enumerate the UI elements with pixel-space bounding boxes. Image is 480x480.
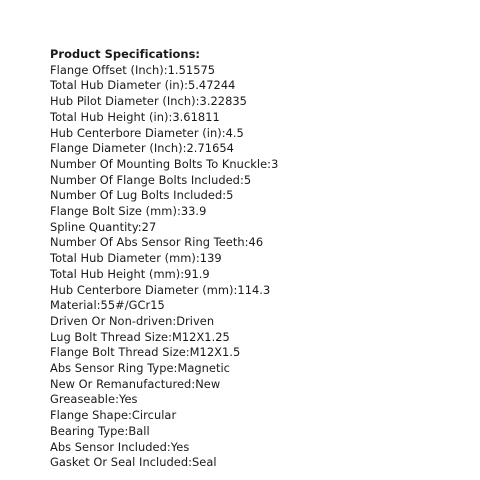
spec-list <box>50 63 470 471</box>
spec-gasket-or-seal-included: Gasket Or Seal Included:Seal <box>50 455 217 470</box>
specifications-heading: Product Specifications: <box>50 47 201 61</box>
spec-greaseable: Greaseable:Yes <box>50 392 138 407</box>
spec-hub-centerbore-diameter-mm: Hub Centerbore Diameter (mm):114.3 <box>50 282 271 297</box>
spec-material: Material:55#/GCr15 <box>50 298 165 313</box>
spec-total-hub-height-in: Total Hub Height (in):3.61811 <box>50 109 220 124</box>
spec-total-hub-height-mm: Total Hub Height (mm):91.9 <box>50 266 210 281</box>
spec-flange-bolt-thread-size: Flange Bolt Thread Size:M12X1.5 <box>50 345 241 360</box>
spec-abs-sensor-ring-teeth: Number Of Abs Sensor Ring Teeth:46 <box>50 235 264 250</box>
spec-flange-offset-inch: Flange Offset (Inch):1.51575 <box>50 62 216 77</box>
spec-driven-or-non-driven: Driven Or Non-driven:Driven <box>50 313 215 328</box>
spec-flange-shape: Flange Shape:Circular <box>50 408 177 423</box>
spec-mounting-bolts-to-knuckle: Number Of Mounting Bolts To Knuckle:3 <box>50 156 279 171</box>
spec-hub-pilot-diameter-inch: Hub Pilot Diameter (Inch):3.22835 <box>50 94 247 109</box>
spec-lug-bolts-included: Number Of Lug Bolts Included:5 <box>50 188 234 203</box>
spec-total-hub-diameter-mm: Total Hub Diameter (mm):139 <box>50 251 222 266</box>
spec-flange-diameter-inch: Flange Diameter (Inch):2.71654 <box>50 141 234 156</box>
spec-lug-bolt-thread-size: Lug Bolt Thread Size:M12X1.25 <box>50 329 230 344</box>
spec-flange-bolts-included: Number Of Flange Bolts Included:5 <box>50 172 252 187</box>
product-specifications <box>50 47 470 471</box>
spec-abs-sensor-ring-type: Abs Sensor Ring Type:Magnetic <box>50 361 230 376</box>
spec-abs-sensor-included: Abs Sensor Included:Yes <box>50 439 190 454</box>
spec-total-hub-diameter-in: Total Hub Diameter (in):5.47244 <box>50 78 236 93</box>
spec-new-or-remanufactured: New Or Remanufactured:New <box>50 376 221 391</box>
spec-hub-centerbore-diameter-in: Hub Centerbore Diameter (in):4.5 <box>50 125 244 140</box>
spec-spline-quantity: Spline Quantity:27 <box>50 219 157 234</box>
spec-flange-bolt-size-mm: Flange Bolt Size (mm):33.9 <box>50 204 207 219</box>
spec-bearing-type: Bearing Type:Ball <box>50 423 150 438</box>
